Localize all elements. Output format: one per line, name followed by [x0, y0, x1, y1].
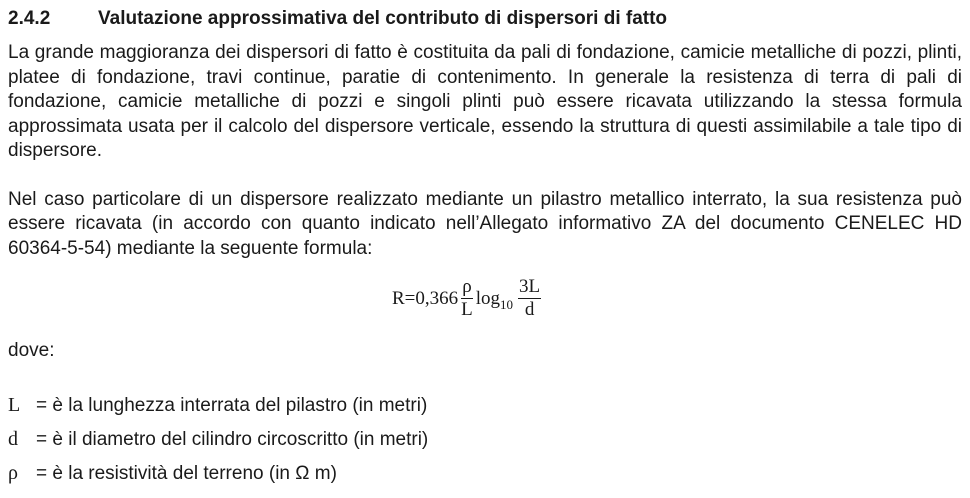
definition-item — [8, 393, 427, 418]
definition-symbol: d — [8, 428, 18, 450]
paragraph-intro: La grande maggioranza dei dispersori di fatto è costituita da pali di fondazione, camicie metalliche di pozzi, plinti, platee di fondazione, travi continue, paratie di contenimento. In generale la resistenza di terra di pali di fondazione, camicie metalliche di pozzi e singoli plinti può essere ricavata utilizzando la stessa formula approssimata usata per il calcolo del dispersore verticale, essendo la struttura di questi assimilabile a tale tipo di dispersore. — [8, 42, 962, 161]
definition-symbol: ρ — [8, 462, 18, 484]
formula-log: log — [475, 287, 501, 309]
definition-symbol: L — [8, 394, 21, 416]
section-number: 2.4.2 — [8, 8, 51, 29]
document-page — [8, 6, 962, 261]
section-title: Valutazione approssimativa del contributo di dispersori di fatto — [98, 8, 668, 29]
formula-fraction-3l-over-d — [518, 276, 541, 321]
fraction-denominator: L — [461, 299, 473, 320]
formula-log-base: 10 — [500, 296, 514, 312]
definition-text: = è la resistività del terreno (in Ω m) — [36, 463, 337, 484]
definition-text: = è la lunghezza interrata del pilastro (in metri) — [36, 395, 428, 416]
resistance-formula — [392, 276, 543, 321]
formula-fraction-rho-over-l — [460, 276, 474, 321]
where-label: dove: — [8, 340, 55, 361]
formula-lhs: R=0,366 — [392, 287, 459, 309]
section-heading — [8, 6, 962, 32]
fraction-denominator: d — [524, 299, 535, 320]
fraction-numerator: ρ — [462, 276, 472, 297]
definition-item — [8, 461, 337, 486]
fraction-numerator: 3L — [519, 276, 541, 297]
paragraph-pillar: Nel caso particolare di un dispersore realizzato mediante un pilastro metallico interrato, la sua resistenza può essere ricavata (in accordo con quanto indicato nell’Allegato informativo ZA del documento CENELEC HD 60364-5-54) mediante la seguente formula: — [8, 188, 962, 259]
definition-item — [8, 427, 428, 452]
definition-text: = è il diametro del cilindro circoscritto (in metri) — [36, 429, 429, 450]
